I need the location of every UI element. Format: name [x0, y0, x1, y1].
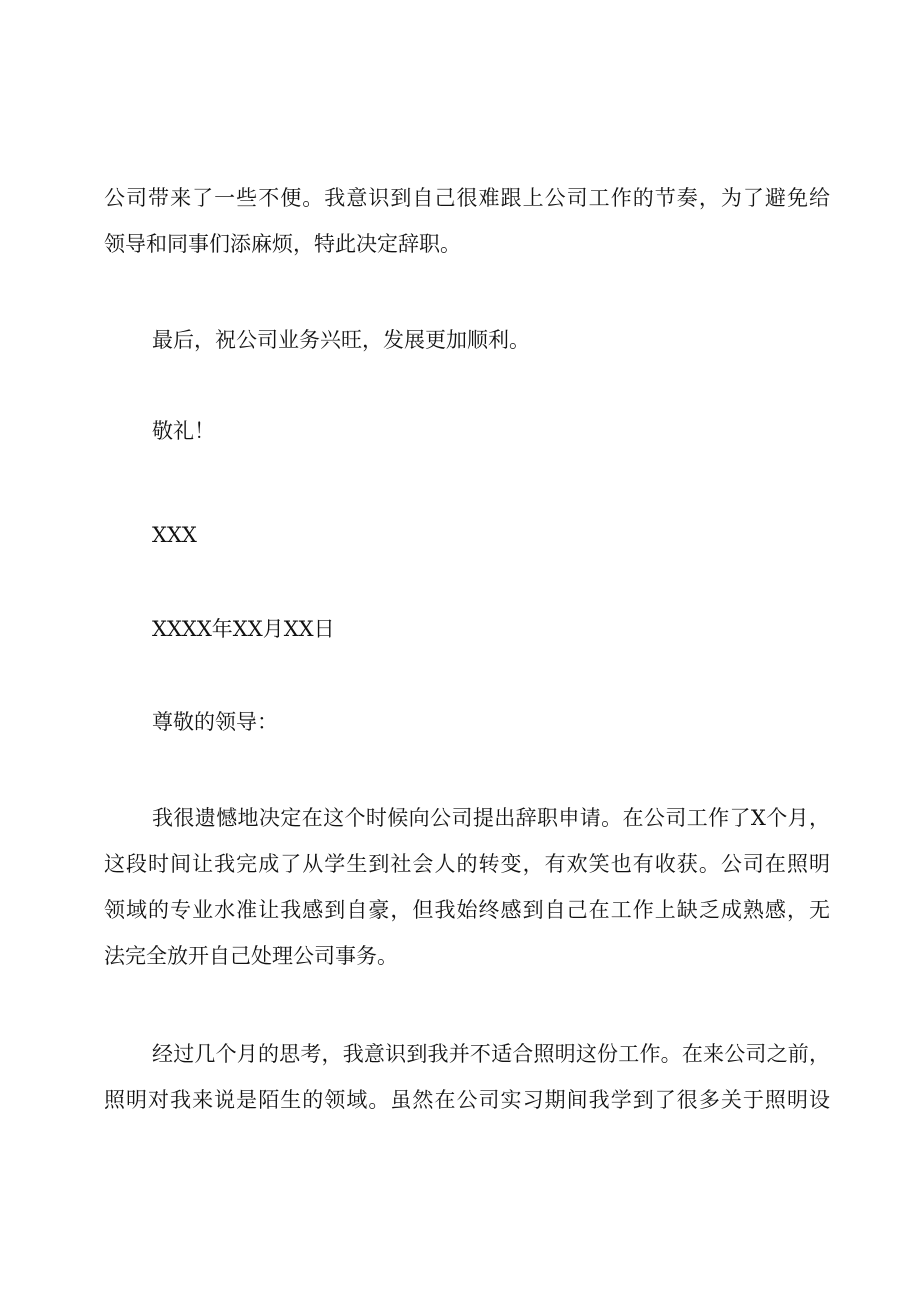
text-line: 最后，祝公司业务兴旺，发展更加顺利。 [152, 328, 530, 352]
text-line: 领域的专业水准让我感到自豪，但我始终感到自己在工作上缺乏成熟感，无 [104, 898, 830, 922]
text-line: 经过几个月的思考，我意识到我并不适合照明这份工作。在来公司之前， [152, 1042, 830, 1066]
text-line: 敬礼！ [152, 419, 215, 443]
text-line: XXX [152, 523, 197, 547]
text-line: 照明对我来说是陌生的领域。虽然在公司实习期间我学到了很多关于照明设 [104, 1088, 830, 1112]
letter-greeting [104, 699, 830, 745]
paragraph-salutation [104, 408, 830, 454]
text-line: 尊敬的领导： [152, 710, 278, 734]
text-line: 领导和同事们添麻烦，特此决定辞职。 [104, 232, 461, 256]
text-line: 公司带来了一些不便。我意识到自己很难跟上公司工作的节奏，为了避免给 [104, 186, 830, 210]
text-line: XXXX年XX月XX日 [152, 617, 335, 641]
signature-date [104, 606, 830, 652]
text-line: 法完全放开自己处理公司事务。 [104, 944, 398, 968]
text-line: 这段时间让我完成了从学生到社会人的转变，有欢笑也有收获。公司在照明 [104, 852, 830, 876]
signature-name [104, 512, 830, 558]
paragraph-continuation [104, 175, 830, 267]
paragraph-body-1 [104, 795, 830, 979]
text-line: 我很遗憾地决定在这个时候向公司提出辞职申请。在公司工作了X个月， [152, 806, 830, 830]
paragraph-closing-wish [104, 317, 830, 363]
paragraph-body-2 [104, 1031, 830, 1123]
